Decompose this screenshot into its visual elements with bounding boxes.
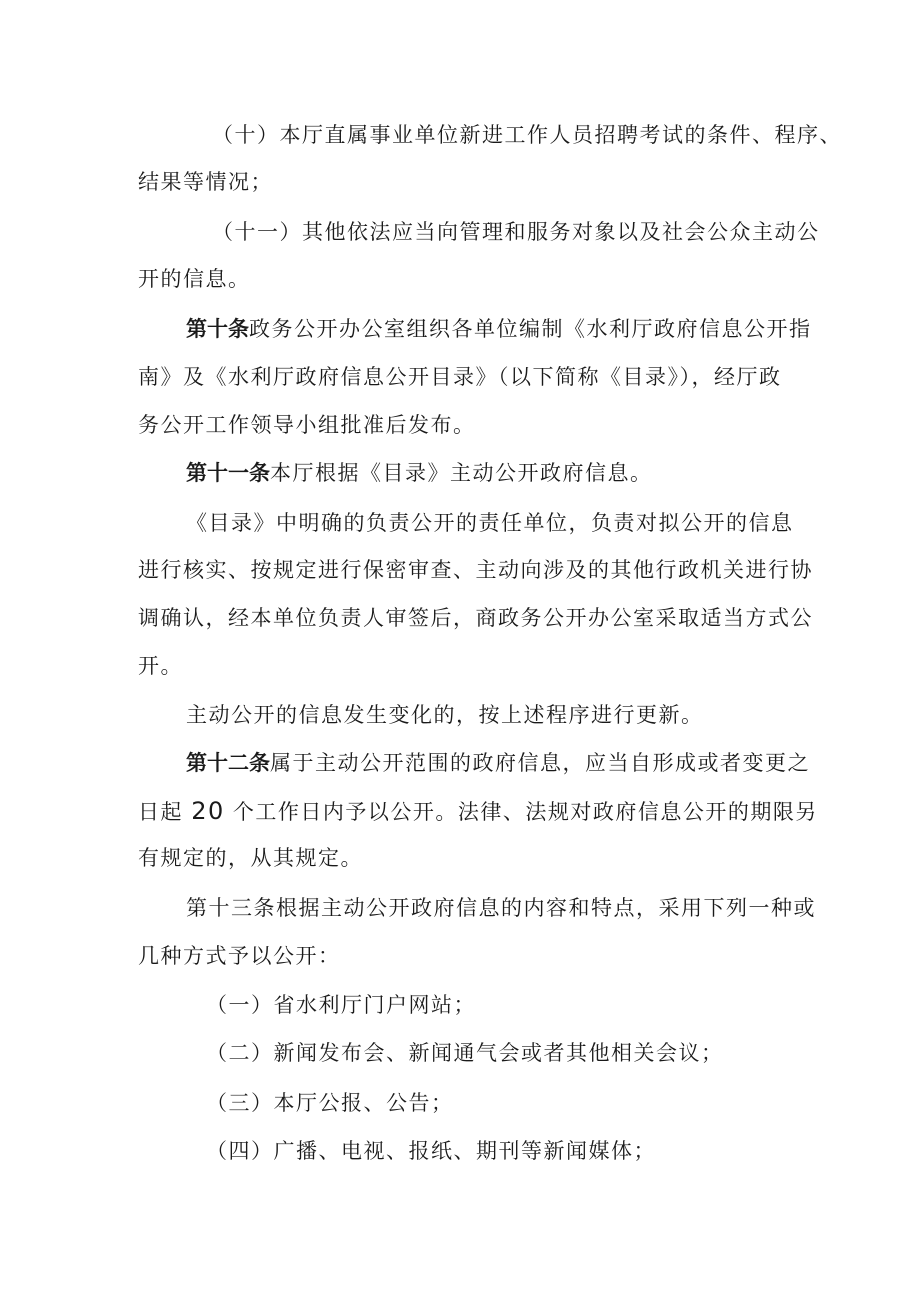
article-11-para2-line-1: 《目录》中明确的负责公开的责任单位，负责对拟公开的信息	[186, 511, 794, 535]
article-12-days-number: 20	[191, 797, 225, 825]
article-11-para3-line-1: 主动公开的信息发生变化的，按上述程序进行更新。	[186, 703, 704, 727]
article-13-line-2: 几种方式予以公开：	[138, 944, 341, 968]
item-10-line-2: 结果等情况；	[138, 170, 273, 194]
article-10-line-2: 南》及《水利厅政府信息公开目录》（以下简称《目录》），经厅政	[138, 365, 782, 389]
article-12-line-1-text: 属于主动公开范围的政府信息，应当自形成或者变更之	[270, 751, 810, 775]
item-11-line-1: （十一）其他依法应当向管理和服务对象以及社会公众主动公	[212, 220, 820, 244]
article-11-para2-line-2: 进行核实、按规定进行保密审查、主动向涉及的其他行政机关进行协	[138, 558, 813, 582]
article-12-line-2-pre: 日起	[138, 800, 183, 824]
article-11-heading: 第十一条	[186, 461, 270, 485]
article-11-line-1	[186, 458, 653, 488]
article-10-heading: 第十条	[186, 317, 249, 341]
item-11-line-2: 开的信息。	[138, 267, 251, 291]
article-13-item-2: （二）新闻发布会、新闻通气会或者其他相关会议；	[206, 1041, 724, 1065]
article-12-line-3: 有规定的，从其规定。	[138, 846, 363, 870]
article-10-line-1	[186, 314, 812, 344]
article-11-para2-line-4: 开。	[138, 654, 183, 678]
item-10-line-1: （十）本厅直属事业单位新进工作人员招聘考试的条件、程序、	[212, 123, 842, 147]
article-10-line-3: 务公开工作领导小组批准后发布。	[138, 413, 476, 437]
article-12-heading: 第十二条	[186, 751, 270, 775]
article-10-line-1-text: 政务公开办公室组织各单位编制《水利厅政府信息公开指	[249, 317, 812, 341]
article-11-para2-line-3: 调确认，经本单位负责人审签后，商政务公开办公室采取适当方式公	[138, 606, 813, 630]
article-11-line-1-text: 本厅根据《目录》主动公开政府信息。	[270, 461, 653, 485]
article-12-line-2	[138, 796, 818, 827]
article-13-line-1: 第十三条根据主动公开政府信息的内容和特点，采用下列一种或	[186, 896, 816, 920]
article-12-line-1	[186, 748, 810, 778]
article-13-item-3: （三）本厅公报、公告；	[206, 1091, 454, 1115]
article-13-item-4: （四）广播、电视、报纸、期刊等新闻媒体；	[206, 1139, 656, 1163]
article-12-line-2-text: 个工作日内予以公开。法律、法规对政府信息公开的期限另	[232, 800, 818, 824]
article-13-item-1: （一）省水利厅门户网站；	[206, 993, 476, 1017]
